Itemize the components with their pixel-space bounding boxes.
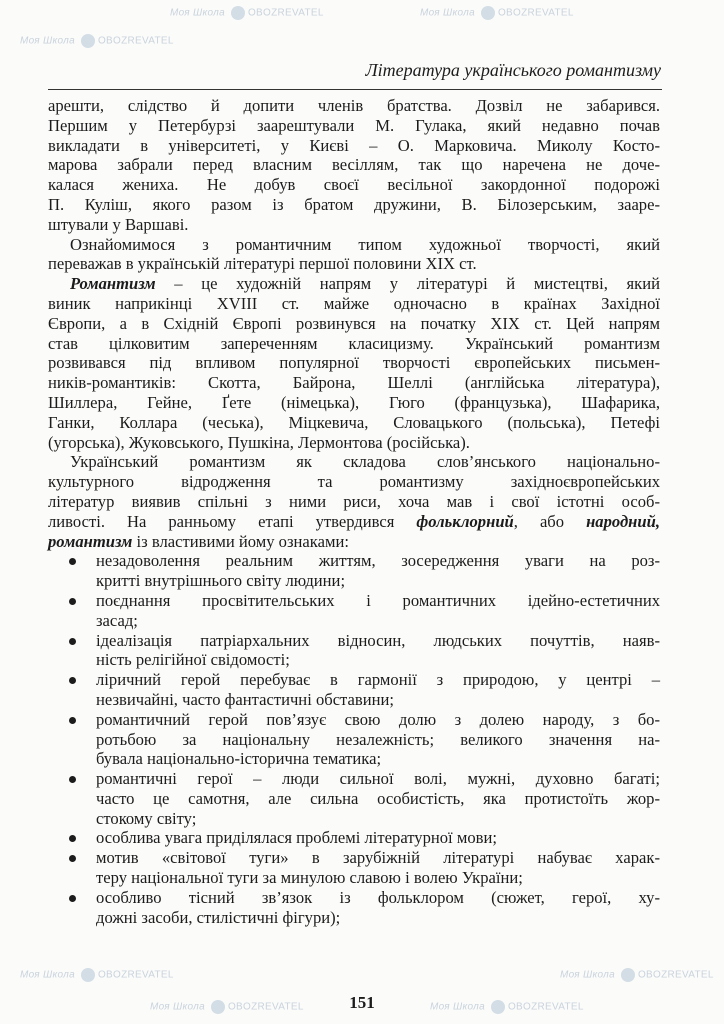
emphasized-term: Романтизм [70, 274, 156, 294]
bullet-icon [69, 677, 76, 684]
emphasized-term: народний, [586, 511, 660, 531]
list-item [48, 631, 660, 671]
list-item [48, 551, 660, 591]
text-line: став цілковитим запереченням класицизму. Український романтизм [48, 333, 660, 353]
text-line: Український романтизм як складова слов’янського національно- [70, 452, 660, 472]
list-item [48, 769, 660, 828]
text-line: критті внутрішнього світу людини; [96, 571, 346, 591]
text-line: виник наприкінці XVIII ст. майже одночасно в країнах Західної [48, 293, 660, 313]
text-line: незадоволення реальним життям, зосередження уваги на роз- [96, 551, 660, 571]
emphasized-term: романтизм [48, 531, 133, 551]
watermark: Моя Школа OBOZREVATEL [170, 7, 324, 19]
text-segment: – це художній напрям у літературі й мистецтві, який [155, 274, 660, 294]
header-divider [48, 89, 662, 90]
text-line: Ганки, Коллара (чеська), Міцкевича, Словацького (польська), Петефі [48, 412, 660, 432]
text-line: марова забрали перед власним весіллям, так що наречена не доче- [48, 155, 660, 175]
bullet-icon [69, 598, 76, 605]
text-segment: , або [513, 511, 587, 531]
text-line: незвичайні, часто фантастичні обставини; [96, 689, 394, 709]
text-line: Шиллера, Гейне, Ґете (німецька), Гюго (французька), Шафарика, [48, 392, 660, 412]
text-line: теру національної туги за минулою славою і волею України; [96, 868, 523, 888]
list-item [48, 848, 660, 888]
list-item [48, 710, 660, 769]
watermark: Моя Школа OBOZREVATEL [20, 35, 174, 47]
watermark: Моя Школа OBOZREVATEL [20, 969, 174, 981]
text-line: ідеалізація патріархальних відносин, людських почуттів, наяв- [96, 630, 660, 650]
text-line: переважав в українській літературі першої половини XIX ст. [48, 254, 477, 274]
bullet-icon [69, 895, 76, 902]
text-line: мотив «світової туги» в зарубіжній літературі набуває харак- [96, 848, 660, 868]
text-line: засад; [96, 610, 138, 630]
text-line: Ознайомимося з романтичним типом художньої творчості, який [70, 234, 660, 254]
paragraph [48, 96, 660, 235]
text-line: арешти, слідство й допити членів братства. Дозвіл не забарився. [48, 96, 660, 115]
text-line: стокому світу; [96, 808, 197, 828]
page-number: 151 [349, 993, 375, 1012]
list-item [48, 888, 660, 928]
bullet-icon [69, 638, 76, 645]
feature-list [48, 551, 660, 927]
bullet-icon [69, 776, 76, 783]
bullet-icon [69, 717, 76, 724]
text-line: викладати в університеті, у Києві – О. Марковича. Миколу Косто- [48, 135, 660, 155]
text-line: розвивався під впливом популярної творчості європейських письмен- [48, 353, 660, 373]
emphasized-term: фольклорний [416, 511, 514, 531]
bullet-icon [69, 855, 76, 862]
text-line [48, 512, 660, 532]
text-line [48, 532, 660, 552]
text-line: особливо тісний зв’язок із фольклором (сюжет, герої, ху- [96, 887, 660, 907]
text-line: калася жениха. Не добув своєї весільної закордонної подорожі [48, 175, 660, 195]
text-line: ротьбою за національну незалежність; великого значення на- [96, 729, 660, 749]
text-line: часто це самотня, але сильна особистість, яка протистоїть жор- [96, 788, 660, 808]
text-line: літератур виявив спільні з ними риси, хоча мав і свої істотні особ- [48, 491, 660, 511]
text-line: поєднання просвітительських і романтичних ідейно-естетичних [96, 590, 660, 610]
list-item [48, 591, 660, 631]
page-body [48, 96, 660, 927]
text-line: ність релігійної свідомості; [96, 650, 290, 670]
list-item [48, 670, 660, 710]
list-item [48, 828, 660, 848]
text-line: штували у Варшаві. [48, 214, 189, 234]
text-line: ників-романтиків: Скотта, Байрона, Шеллі (англійська література), [48, 373, 660, 393]
text-line: Європи, а в Східній Європі розвинувся на початку XIX ст. Цей напрям [48, 313, 660, 333]
watermark: Моя Школа OBOZREVATEL [430, 1001, 584, 1013]
text-line: особлива увага приділялася проблемі літературної мови; [96, 828, 497, 848]
text-line: культурного відродження та романтизму західноєвропейських [48, 472, 660, 492]
watermark: Моя Школа OBOZREVATEL [150, 1001, 304, 1013]
text-line: П. Куліш, якого разом із братом дружини, В. Білозерським, зааре- [48, 194, 660, 214]
watermark: Моя Школа OBOZREVATEL [420, 7, 574, 19]
text-line: дожні засоби, стилістичні фігури); [96, 907, 341, 927]
watermark: Моя Школа OBOZREVATEL [560, 969, 714, 981]
text-line: романтичний герой пов’язує свою долю з долею народу, з бо- [96, 709, 660, 729]
paragraph [48, 235, 660, 275]
text-line: романтичні герої – люди сильної волі, мужні, духовно багаті; [96, 769, 660, 789]
bullet-icon [69, 835, 76, 842]
text-segment: ливості. На ранньому етапі утвердився [48, 511, 417, 531]
text-line: (угорська), Жуковського, Пушкіна, Лермонтова (російська). [48, 432, 470, 452]
bullet-icon [69, 558, 76, 565]
text-line: Першим у Петербурзі заарештували М. Гулака, який недавно почав [48, 115, 660, 135]
paragraph [48, 274, 660, 452]
text-segment: із властивими йому ознаками: [132, 531, 349, 551]
paragraph [48, 452, 660, 551]
text-line [48, 274, 660, 294]
text-line: бувала національно-історична тематика; [96, 749, 382, 769]
text-line: ліричний герой перебуває в гармонії з природою, у центрі – [96, 670, 660, 690]
running-head: Література українського романтизму [365, 60, 661, 80]
